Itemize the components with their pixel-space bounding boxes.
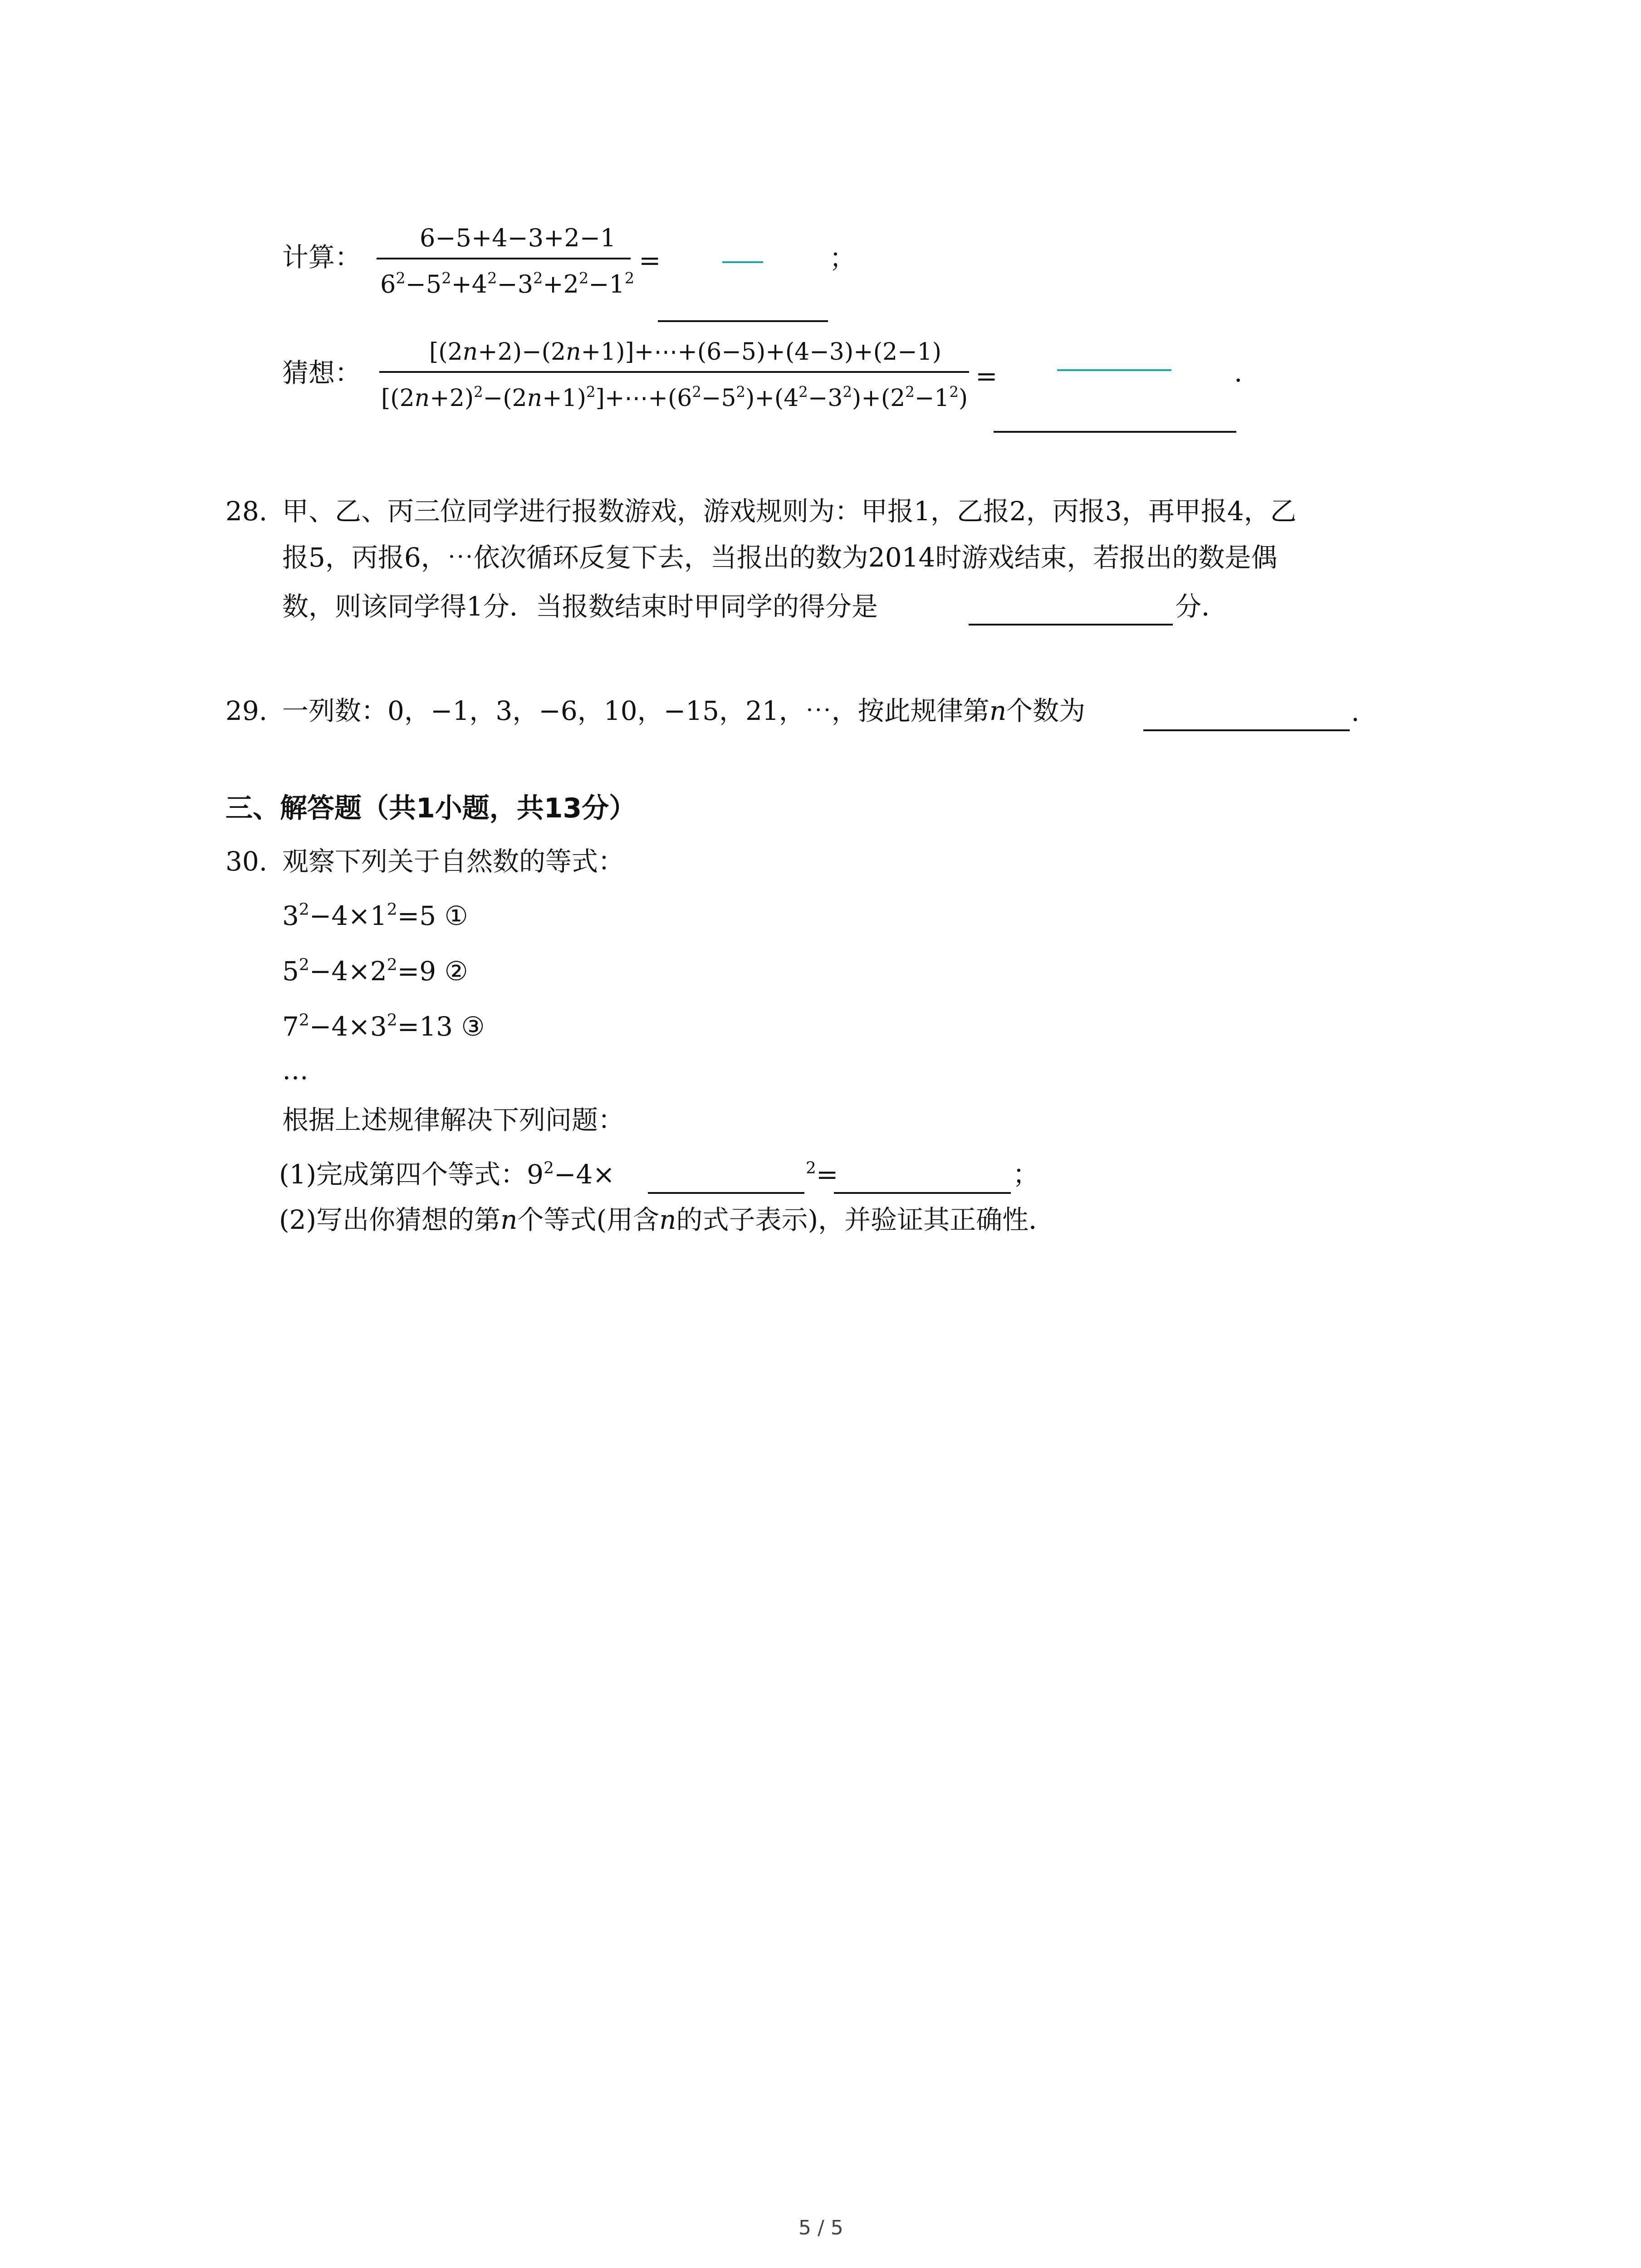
- q30-part1-blank-1[interactable]: [648, 1192, 804, 1194]
- guess-answer-blank[interactable]: [994, 431, 1236, 433]
- q28-line2: 报5，丙报6，⋯依次循环反复下去，当报出的数为2014时游戏结束，若报出的数是偶: [282, 542, 1278, 573]
- calc-semicolon: ；: [829, 243, 856, 274]
- calc-label: 计算：: [282, 242, 362, 273]
- q30-equation-1: $3^2-4\times 1^2=5$ ①: [282, 900, 468, 931]
- q30-part1-square: $^2$=: [806, 1158, 838, 1190]
- q28-tail: 分．: [1175, 591, 1228, 622]
- section3-title: 三、解答题（共1小题，共13分）: [225, 792, 637, 824]
- q30-part1-blank-2[interactable]: [834, 1192, 1011, 1194]
- q30-part2-c: 的式子表示)，并验证其正确性．: [676, 1204, 1055, 1235]
- q30-eq1-tail: =5 ①: [397, 900, 468, 931]
- q30-eq2-tail: =9 ②: [397, 956, 468, 987]
- guess-label: 猜想：: [282, 357, 362, 388]
- page-number: 5 / 5: [798, 2216, 843, 2239]
- q29-tail: .: [1351, 696, 1360, 727]
- q30-part1: (1)完成第四个等式：$9^2-4\times$: [279, 1158, 615, 1190]
- q30-part1-end: ；: [1013, 1159, 1039, 1190]
- q30-part2-n1: n: [500, 1204, 518, 1235]
- q29-number: 29.: [225, 695, 268, 726]
- q30-eq3-tail: =13 ③: [397, 1011, 485, 1042]
- q30-part2-b: 个等式(用含: [517, 1204, 660, 1235]
- q30-equation-3: $7^2-4\times 3^2=13$ ③: [282, 1011, 485, 1042]
- q30-part2: [279, 1204, 1055, 1235]
- q29-text: [282, 695, 1086, 726]
- guess-answer-mark: [1057, 369, 1171, 371]
- guess-period: .: [1234, 357, 1243, 388]
- q30-part1-sq-sup: 2: [806, 1158, 816, 1178]
- q28-number: 28.: [225, 496, 268, 527]
- q30-number: 30.: [225, 846, 268, 877]
- guess-numerator: [(2n+2)−(2n+1)]+⋯+(6−5)+(4−3)+(2−1): [429, 338, 942, 366]
- guess-fraction-bar: [379, 371, 969, 373]
- calc-answer-blank[interactable]: [658, 320, 828, 322]
- q29-var: n: [989, 695, 1007, 726]
- q30-equation-2: $5^2-4\times 2^2=9$ ②: [282, 955, 468, 987]
- guess-denominator: $[(2n+2)^2-(2n+1)^2]+\cdots+(6^2-5^2)+(4^2-3^2)+(2^2-1^2)$: [381, 383, 968, 412]
- q30-part2-a: (2)写出你猜想的第: [279, 1204, 501, 1235]
- q28-line1: 甲、乙、丙三位同学进行报数游戏，游戏规则为：甲报1，乙报2，丙报3，再甲报4，乙: [282, 496, 1297, 527]
- q30-part2-n2: n: [659, 1204, 676, 1235]
- q30-instruction: 根据上述规律解决下列问题：: [282, 1105, 625, 1135]
- q28-answer-blank[interactable]: [969, 624, 1173, 626]
- calc-numerator: 6−5+4−3+2−1: [420, 224, 616, 252]
- q29-suffix: 个数为: [1006, 695, 1086, 726]
- q30-part1-prefix: (1)完成第四个等式：: [279, 1159, 527, 1190]
- q30-ellipsis: …: [282, 1055, 309, 1085]
- calc-fraction-bar: [377, 258, 631, 259]
- calc-answer-mark: [722, 261, 763, 263]
- q28-line3: 数，则该同学得1分．当报数结束时甲同学的得分是: [282, 591, 878, 622]
- q29-prefix: 一列数：0，−1，3，−6，10，−15，21，⋯，按此规律第: [282, 695, 989, 726]
- calc-denominator: $6^2-5^2+4^2-3^2+2^2-1^2$: [380, 269, 635, 298]
- q29-answer-blank[interactable]: [1143, 729, 1350, 731]
- q30-intro: 观察下列关于自然数的等式：: [282, 846, 625, 877]
- calc-equals: =: [639, 245, 661, 276]
- guess-equals: =: [975, 361, 998, 391]
